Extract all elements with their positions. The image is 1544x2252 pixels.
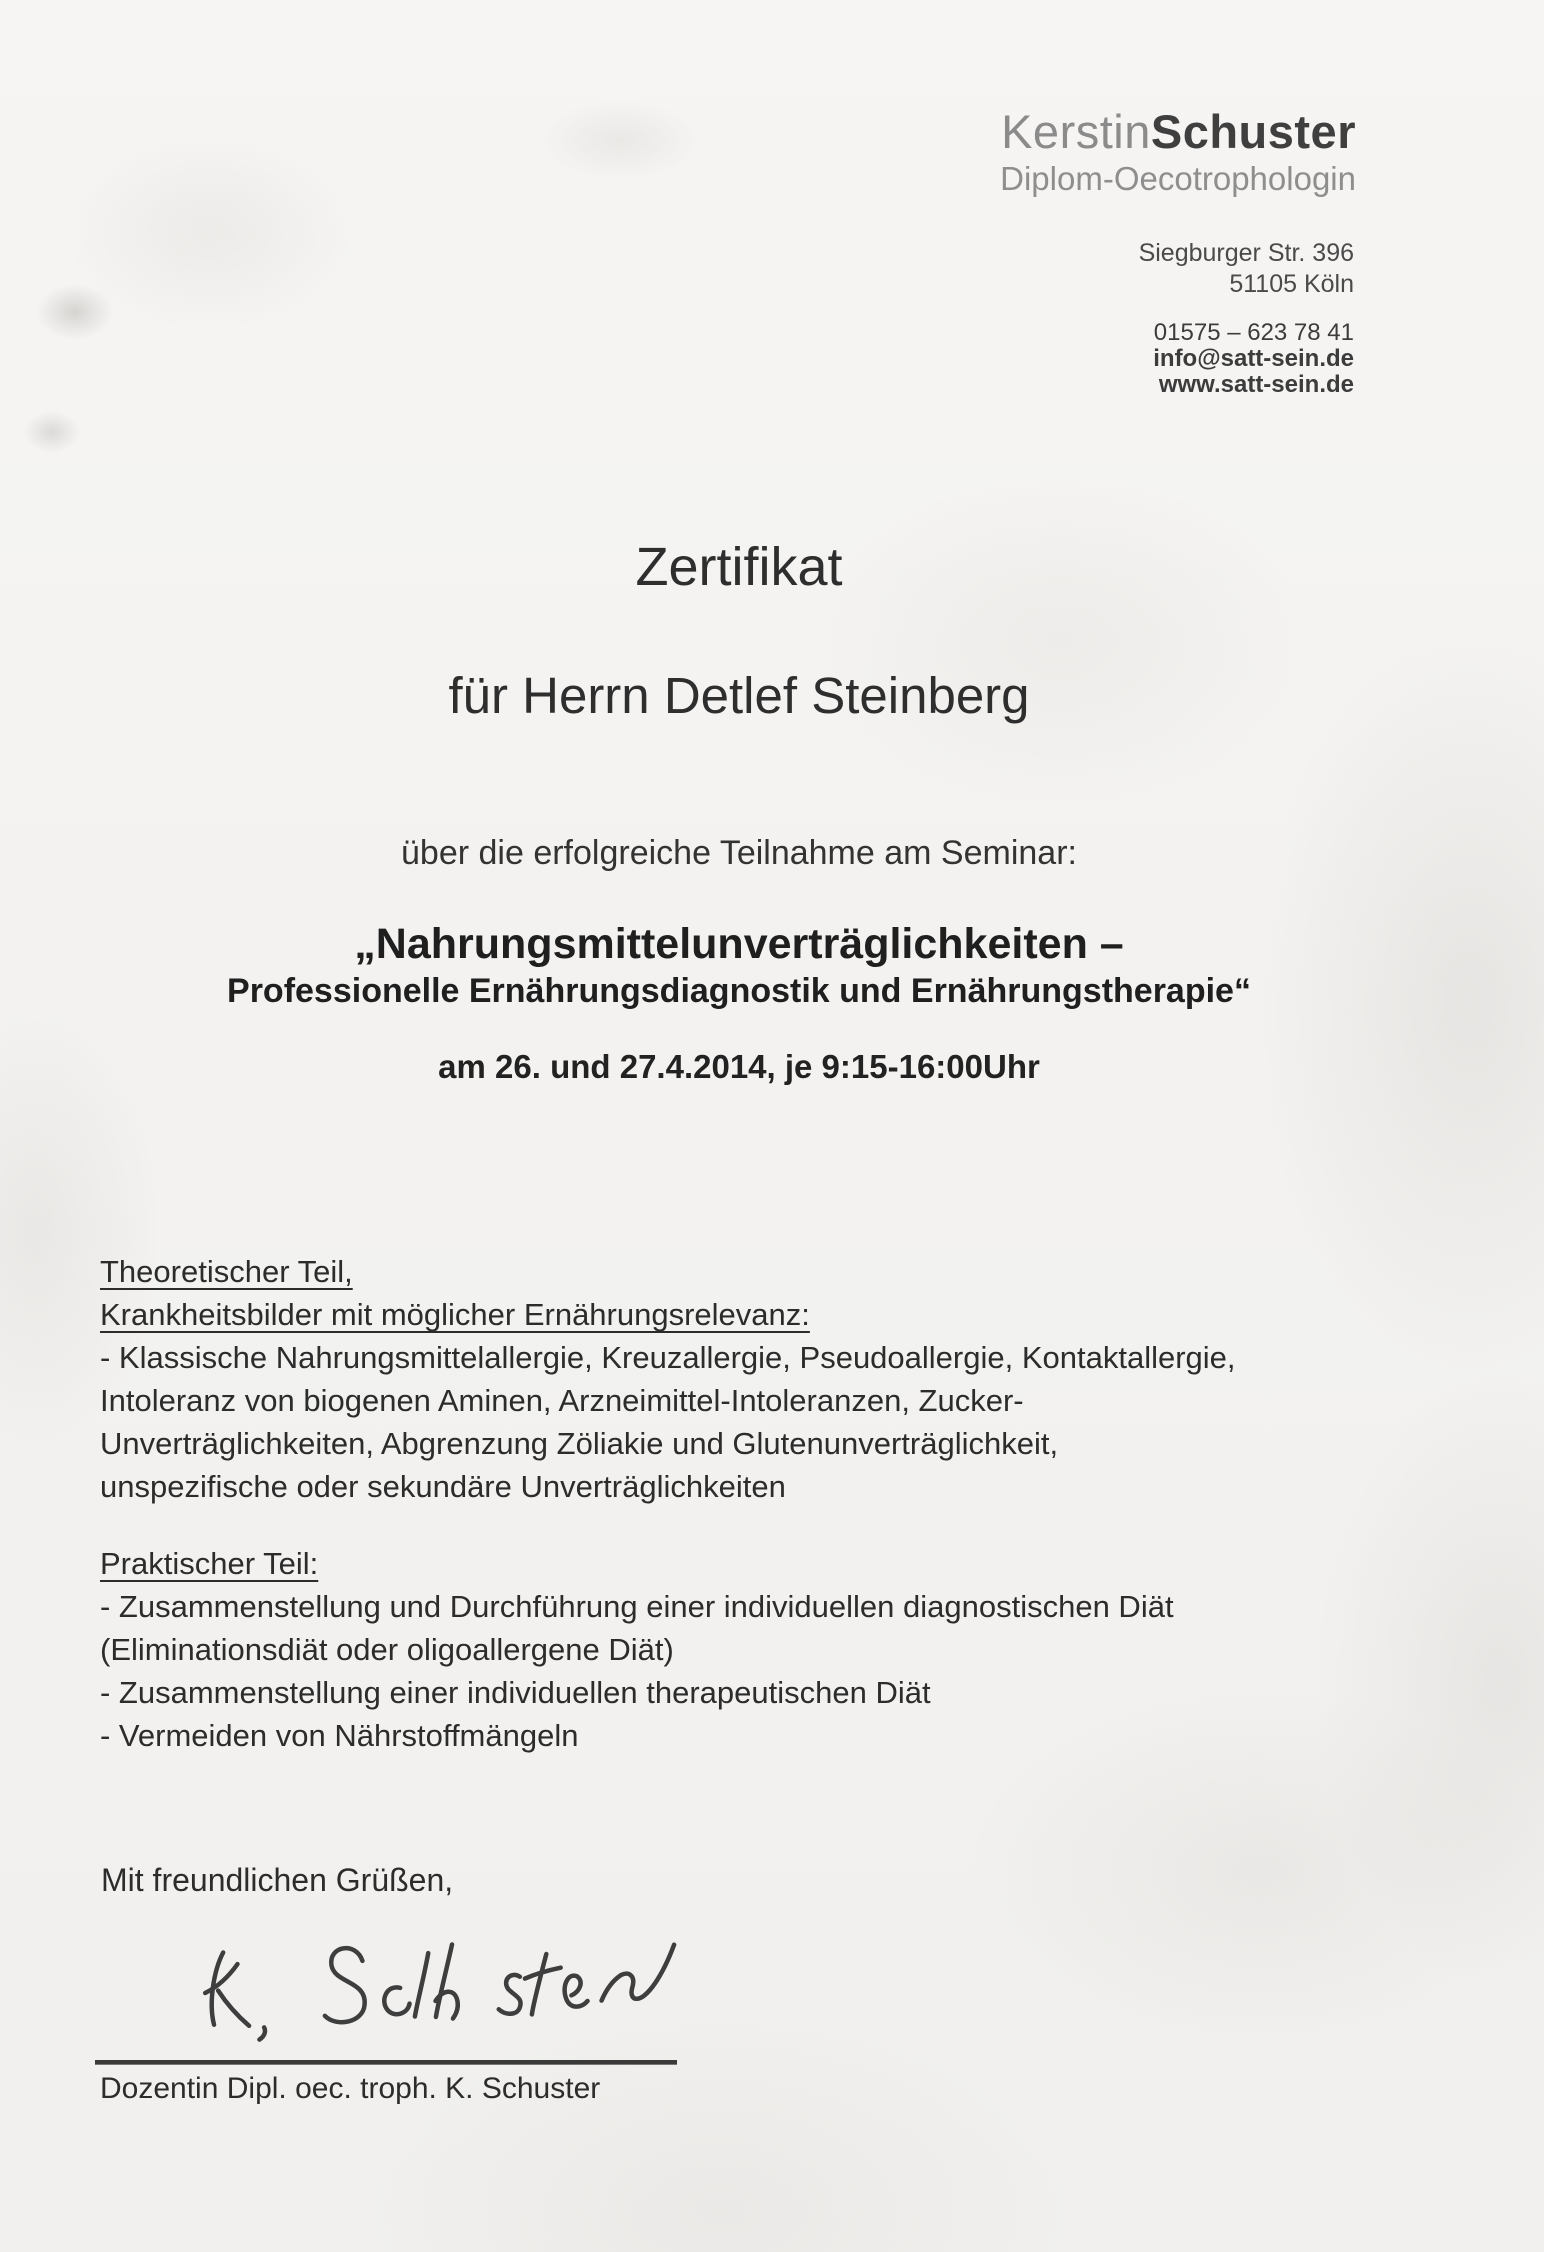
practice-line: - Zusammenstellung einer individuellen therapeutischen Diät	[100, 1675, 931, 1710]
salutation: Mit freundlichen Grüßen,	[101, 1862, 454, 1898]
email-address: info@satt-sein.de	[1153, 345, 1354, 372]
theory-heading: Theoretischer Teil,	[100, 1254, 353, 1289]
practice-heading: Praktischer Teil:	[100, 1546, 319, 1581]
address-street: Siegburger Str. 396	[1138, 239, 1354, 267]
certificate-title: Zertifikat	[635, 537, 843, 597]
intro-line: über die erfolgreiche Teilnahme am Seminar:	[401, 834, 1077, 872]
letterhead-name	[1000, 106, 1356, 158]
theory-line: unspezifische oder sekundäre Unverträglichkeiten	[100, 1469, 786, 1504]
theory-line: - Klassische Nahrungsmittelallergie, Kreuzallergie, Pseudoallergie, Kontaktallergie,	[100, 1340, 1236, 1375]
letterhead	[1000, 106, 1356, 198]
phone-number: 01575 – 623 78 41	[1153, 319, 1354, 346]
seminar-title-line2: Professionelle Ernährungsdiagnostik und Ernährungstherapie“	[227, 972, 1251, 1010]
practice-line: - Zusammenstellung und Durchführung einer individuellen diagnostischen Diät	[100, 1589, 1174, 1624]
theory-line: Unverträglichkeiten, Abgrenzung Zöliakie und Glutenunverträglichkeit,	[100, 1426, 1059, 1461]
signature-image	[95, 1920, 695, 2045]
signature-line	[95, 2060, 677, 2065]
address-city: 51105 Köln	[1229, 270, 1354, 298]
signer-title-line: Dozentin Dipl. oec. troph. K. Schuster	[100, 2072, 601, 2105]
theory-section	[100, 1250, 1430, 1508]
seminar-title-line1: „Nahrungsmittelunverträglichkeiten –	[354, 920, 1124, 968]
letterhead-last-name: Schuster	[1150, 105, 1356, 158]
practice-section	[100, 1542, 1430, 1757]
contact-block	[1153, 320, 1354, 398]
letterhead-subtitle: Diplom-Oecotrophologin	[1000, 160, 1356, 197]
letterhead-first-name: Kerstin	[1001, 105, 1151, 158]
seminar-date-line: am 26. und 27.4.2014, je 9:15-16:00Uhr	[438, 1048, 1040, 1085]
theory-subheading: Krankheitsbilder mit möglicher Ernährungsrelevanz:	[100, 1297, 810, 1332]
practice-line: - Vermeiden von Nährstoffmängeln	[100, 1718, 579, 1753]
address-block	[1139, 238, 1354, 300]
recipient-line: für Herrn Detlef Steinberg	[448, 667, 1030, 724]
website-url: www.satt-sein.de	[1158, 371, 1354, 398]
practice-line: (Eliminationsdiät oder oligoallergene Diät)	[100, 1632, 674, 1667]
theory-line: Intoleranz von biogenen Aminen, Arzneimittel-Intoleranzen, Zucker-	[100, 1383, 1024, 1418]
